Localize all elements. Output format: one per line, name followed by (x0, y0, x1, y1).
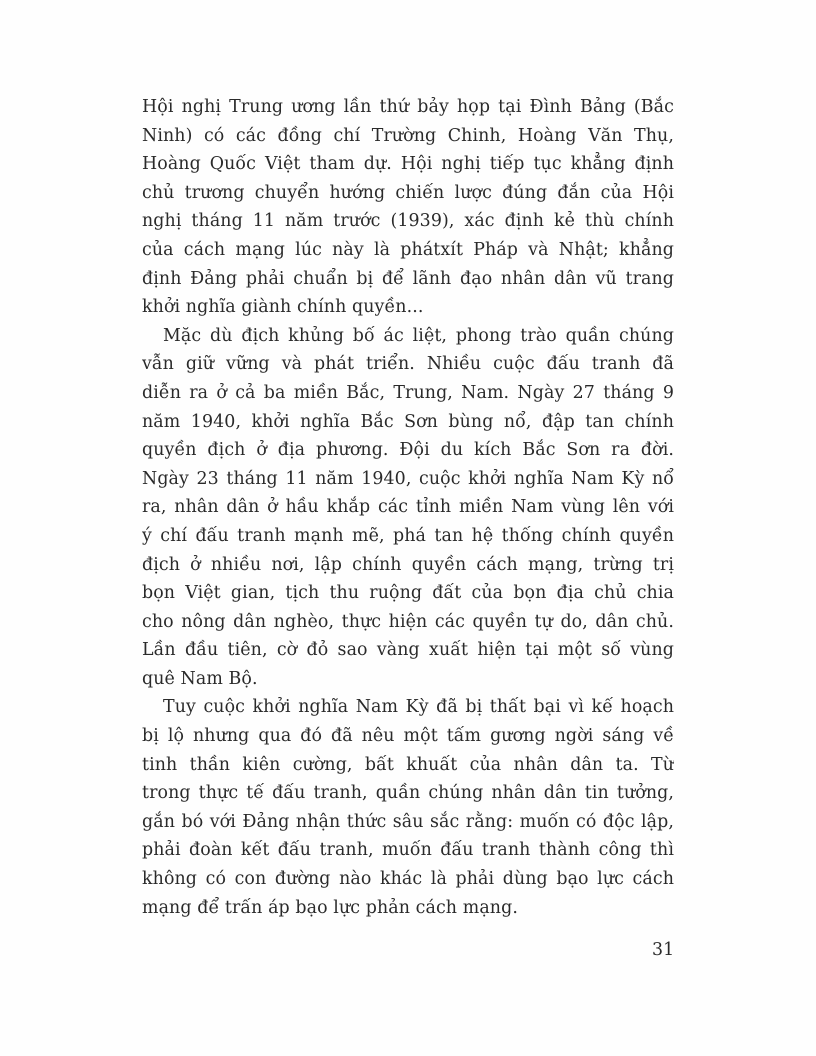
text-line: Ngày 23 tháng 11 năm 1940, cuộc khởi nghĩa Nam Kỳ nổ (142, 468, 674, 489)
text-line: Ninh) có các đồng chí Trường Chinh, Hoàng Văn Thụ, (142, 125, 674, 146)
text-line: khởi nghĩa giành chính quyền... (142, 297, 424, 318)
text-line: năm 1940, khởi nghĩa Bắc Sơn bùng nổ, đập tan chính (142, 411, 674, 432)
text-line: định Đảng phải chuẩn bị để lãnh đạo nhân dân vũ trang (142, 268, 674, 289)
text-line: tinh thần kiên cường, bất khuất của nhân dân ta. Từ (142, 754, 674, 775)
paragraph-3 (142, 693, 674, 922)
text-line: quyền địch ở địa phương. Đội du kích Bắc Sơn ra đời. (142, 440, 674, 461)
text-line: bị lộ nhưng qua đó đã nêu một tấm gương ngời sáng về (142, 726, 674, 747)
text-line: nghị tháng 11 năm trước (1939), xác định kẻ thù chính (142, 211, 674, 232)
text-line: cho nông dân nghèo, thực hiện các quyền tự do, dân chủ. (142, 611, 674, 632)
text-line: trong thực tế đấu tranh, quần chúng nhân dân tin tưởng, (142, 783, 674, 804)
text-line: Lần đầu tiên, cờ đỏ sao vàng xuất hiện tại một số vùng (142, 640, 674, 661)
text-line: Hoàng Quốc Việt tham dự. Hội nghị tiếp tục khẳng định (142, 154, 674, 175)
paragraph-2 (142, 322, 674, 694)
text-line: ý chí đấu tranh mạnh mẽ, phá tan hệ thống chính quyền (142, 525, 674, 546)
text-line: diễn ra ở cả ba miền Bắc, Trung, Nam. Ngày 27 tháng 9 (142, 382, 674, 403)
text-line: gắn bó với Đảng nhận thức sâu sắc rằng: muốn có độc lập, (142, 811, 674, 832)
text-line: Tuy cuộc khởi nghĩa Nam Kỳ đã bị thất bại vì kế hoạch (163, 697, 674, 718)
text-line: phải đoàn kết đấu tranh, muốn đấu tranh thành công thì (142, 840, 674, 861)
text-line: mạng để trấn áp bạo lực phản cách mạng. (142, 897, 518, 918)
text-line: địch ở nhiều nơi, lập chính quyền cách mạng, trừng trị (142, 554, 674, 575)
text-line: không có con đường nào khác là phải dùng bạo lực cách (142, 869, 674, 890)
page-number: 31 (652, 940, 675, 960)
text-line: vẫn giữ vững và phát triển. Nhiều cuộc đấu tranh đã (142, 354, 674, 375)
text-line: bọn Việt gian, tịch thu ruộng đất của bọn địa chủ chia (142, 583, 674, 604)
text-line: Mặc dù địch khủng bố ác liệt, phong trào quần chúng (163, 325, 674, 346)
text-line: chủ trương chuyển hướng chiến lược đúng đắn của Hội (142, 182, 674, 203)
text-line: ra, nhân dân ở hầu khắp các tỉnh miền Nam vùng lên với (142, 497, 674, 518)
body-text (142, 93, 674, 922)
text-line: của cách mạng lúc này là phátxít Pháp và Nhật; khẳng (142, 239, 674, 260)
text-line: quê Nam Bộ. (142, 668, 258, 689)
paragraph-1 (142, 93, 674, 322)
text-line: Hội nghị Trung ương lần thứ bảy họp tại Đình Bảng (Bắc (142, 97, 674, 117)
